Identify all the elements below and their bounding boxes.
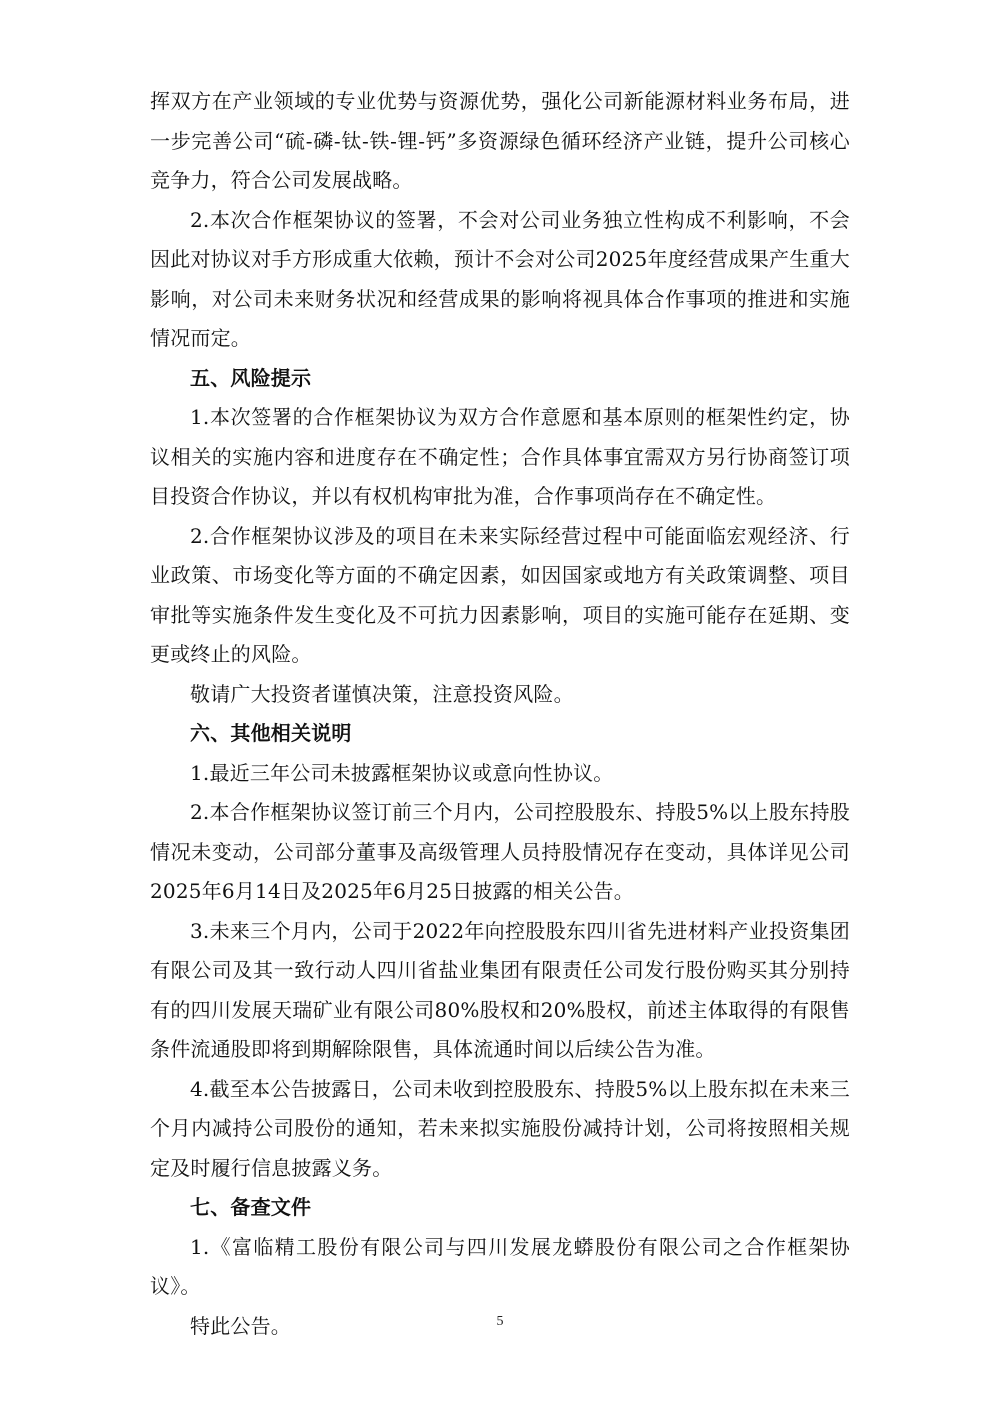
paragraph-risk-2: 2.合作框架协议涉及的项目在未来实际经营过程中可能面临宏观经济、行业政策、市场变化等方面的不确定因素，如因国家或地方有关政策调整、项目审批等实施条件发生变化及不可抗力因素影响，项目的实施可能存在延期、变更或终止的风险。 [150,523,850,666]
document-body [150,82,850,1346]
paragraph-other-3: 3.未来三个月内，公司于2022年向控股股东四川省先进材料产业投资集团有限公司及其一致行动人四川省盐业集团有限责任公司发行股份购买其分别持有的四川发展天瑞矿业有限公司80%股权和20%股权，前述主体取得的有限售条件流通股即将到期解除限售，具体流通时间以后续公告为准。 [150,918,850,1061]
section-heading-risk: 五、风险提示 [190,365,312,390]
paragraph-closing: 特此公告。 [190,1313,291,1338]
section-heading-other: 六、其他相关说明 [190,721,352,745]
section-heading-reference: 七、备查文件 [190,1195,312,1219]
paragraph-risk-warning: 敬请广大投资者谨慎决策，注意投资风险。 [190,681,574,706]
paragraph-other-2: 2.本合作框架协议签订前三个月内，公司控股股东、持股5%以上股东持股情况未变动，公司部分董事及高级管理人员持股情况存在变动，具体详见公司2025年6月14日及2025年6月25日披露的相关公告。 [150,800,850,903]
paragraph-other-4: 4.截至本公告披露日，公司未收到控股股东、持股5%以上股东拟在未来三个月内减持公司股份的通知，若未来拟实施股份减持计划，公司将按照相关规定及时履行信息披露义务。 [150,1076,850,1180]
paragraph-impact-2: 2.本次合作框架协议的签署，不会对公司业务独立性构成不利影响，不会因此对协议对手方形成重大依赖，预计不会对公司2025年度经营成果产生重大影响，对公司未来财务状况和经营成果的影响将视具体合作事项的推进和实施情况而定。 [150,207,850,350]
paragraph-reference-1: 1.《富临精工股份有限公司与四川发展龙蟒股份有限公司之合作框架协议》。 [150,1234,850,1298]
page-number: 5 [496,1314,504,1329]
paragraph-risk-1: 1.本次签署的合作框架协议为双方合作意愿和基本原则的框架性约定，协议相关的实施内容和进度存在不确定性；合作具体事宜需双方另行协商签订项目投资合作协议，并以有权机构审批为准，合作事项尚存在不确定性。 [150,405,850,508]
paragraph-continuation: 挥双方在产业领域的专业优势与资源优势，强化公司新能源材料业务布局，进一步完善公司“硫-磷-钛-铁-锂-钙”多资源绿色循环经济产业链，提升公司核心竞争力，符合公司发展战略。 [150,89,850,192]
paragraph-other-1: 1.最近三年公司未披露框架协议或意向性协议。 [190,760,614,785]
